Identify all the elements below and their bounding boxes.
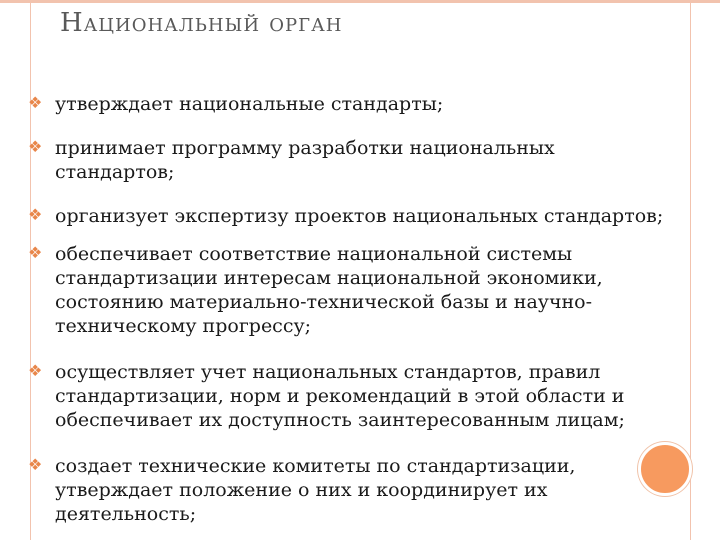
slide-title: Национальный орган (60, 8, 343, 38)
list-item-text: создает технические комитеты по стандартизации, утверждает положение о них и координирует их деятельность; (55, 455, 576, 525)
diamond-bullet-icon: ❖ (28, 361, 43, 380)
diamond-bullet-icon: ❖ (28, 455, 43, 474)
diamond-bullet-icon: ❖ (28, 243, 43, 262)
diamond-bullet-icon: ❖ (28, 205, 43, 224)
list-item-text: утверждает национальные стандарты; (55, 93, 444, 115)
list-item-text: организует экспертизу проектов национальных стандартов; (55, 205, 664, 227)
list-item-text: обеспечивает соответствие национальной системы стандартизации интересам национальной экономики, состоянию материально-технической базы и научно- техническому прогрессу; (55, 243, 603, 337)
diamond-bullet-icon: ❖ (28, 137, 43, 156)
list-item-text: осуществляет учет национальных стандартов, правил стандартизации, норм и рекомендаций в этой области и обеспечивает их доступность заинтересованным лицам; (55, 361, 625, 431)
decorative-circle (638, 442, 692, 496)
list-item-text: принимает программу разработки национальных стандартов; (55, 137, 555, 183)
diamond-bullet-icon: ❖ (28, 93, 43, 112)
